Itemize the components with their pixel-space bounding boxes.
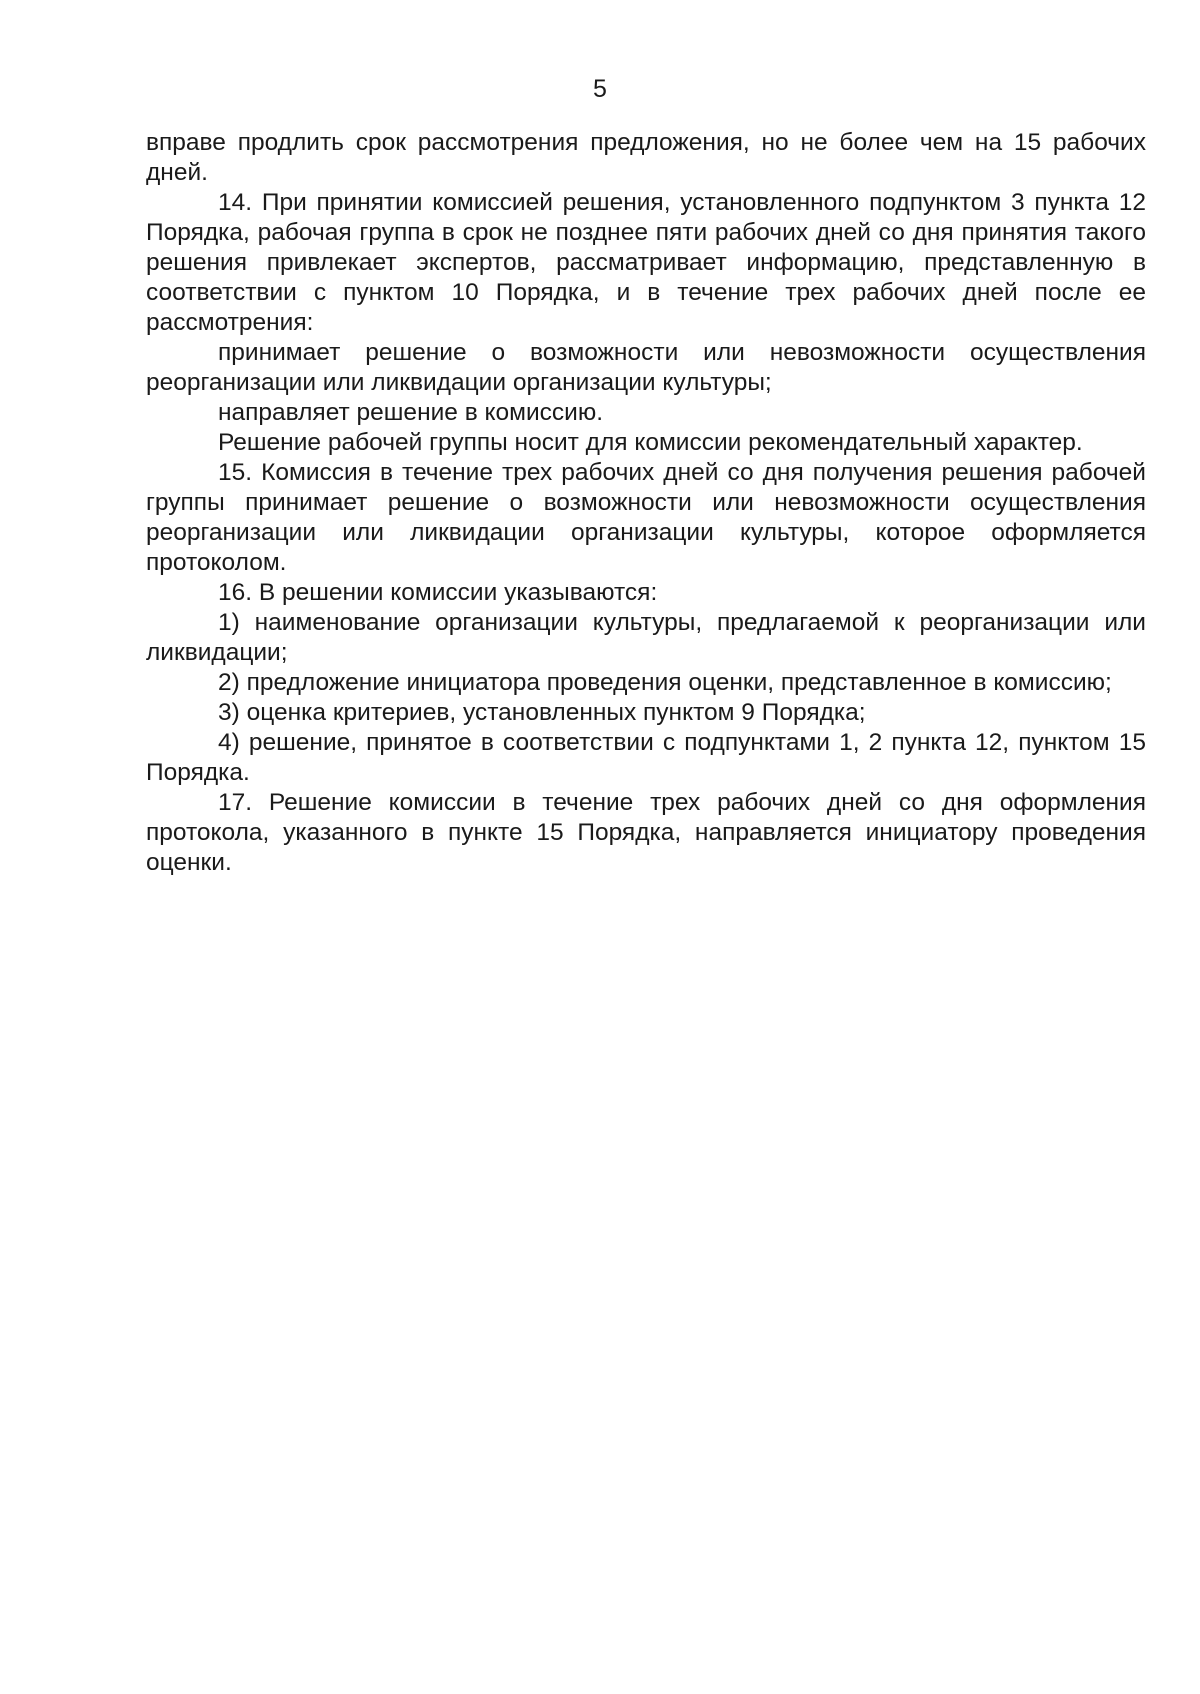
paragraph-item-16-4: 4) решение, принятое в соответствии с подпунктами 1, 2 пункта 12, пунктом 15 Порядка. — [146, 729, 1146, 786]
paragraph-item-16-2: 2) предложение инициатора проведения оценки, представленное в комиссию; — [218, 669, 1112, 696]
paragraph-item-16-3: 3) оценка критериев, установленных пунктом 9 Порядка; — [218, 699, 866, 726]
paragraph-item-14: 14. При принятии комиссией решения, установленного подпунктом 3 пункта 12 Порядка, рабочая группа в срок не позднее пяти рабочих дней со дня принятия такого решения привлекает экспертов, рассматривает информацию, представленную в соответствии с пунктом 10 Порядка, и в течение трех рабочих дней после ее рассмотрения: — [146, 189, 1146, 336]
page-number: 5 — [593, 75, 607, 103]
paragraph-item-15: 15. Комиссия в течение трех рабочих дней со дня получения решения рабочей группы принимает решение о возможности или невозможности осуществления реорганизации или ликвидации организации культуры, которое оформляется протоколом. — [146, 459, 1146, 576]
paragraph-item-14-send: направляет решение в комиссию. — [218, 399, 604, 426]
paragraph-item-16-1: 1) наименование организации культуры, предлагаемой к реорганизации или ликвидации; — [146, 609, 1146, 666]
paragraph-item-16: 16. В решении комиссии указываются: — [218, 579, 658, 606]
paragraph-continuation: вправе продлить срок рассмотрения предложения, но не более чем на 15 рабочих дней. — [146, 129, 1146, 186]
paragraph-item-14-decision: принимает решение о возможности или невозможности осуществления реорганизации или ликвидации организации культуры; — [146, 339, 1146, 396]
paragraph-item-17: 17. Решение комиссии в течение трех рабочих дней со дня оформления протокола, указанного в пункте 15 Порядка, направляется инициатору проведения оценки. — [146, 789, 1146, 876]
paragraph-item-14-note: Решение рабочей группы носит для комиссии рекомендательный характер. — [218, 429, 1083, 456]
document-body — [146, 128, 1146, 878]
